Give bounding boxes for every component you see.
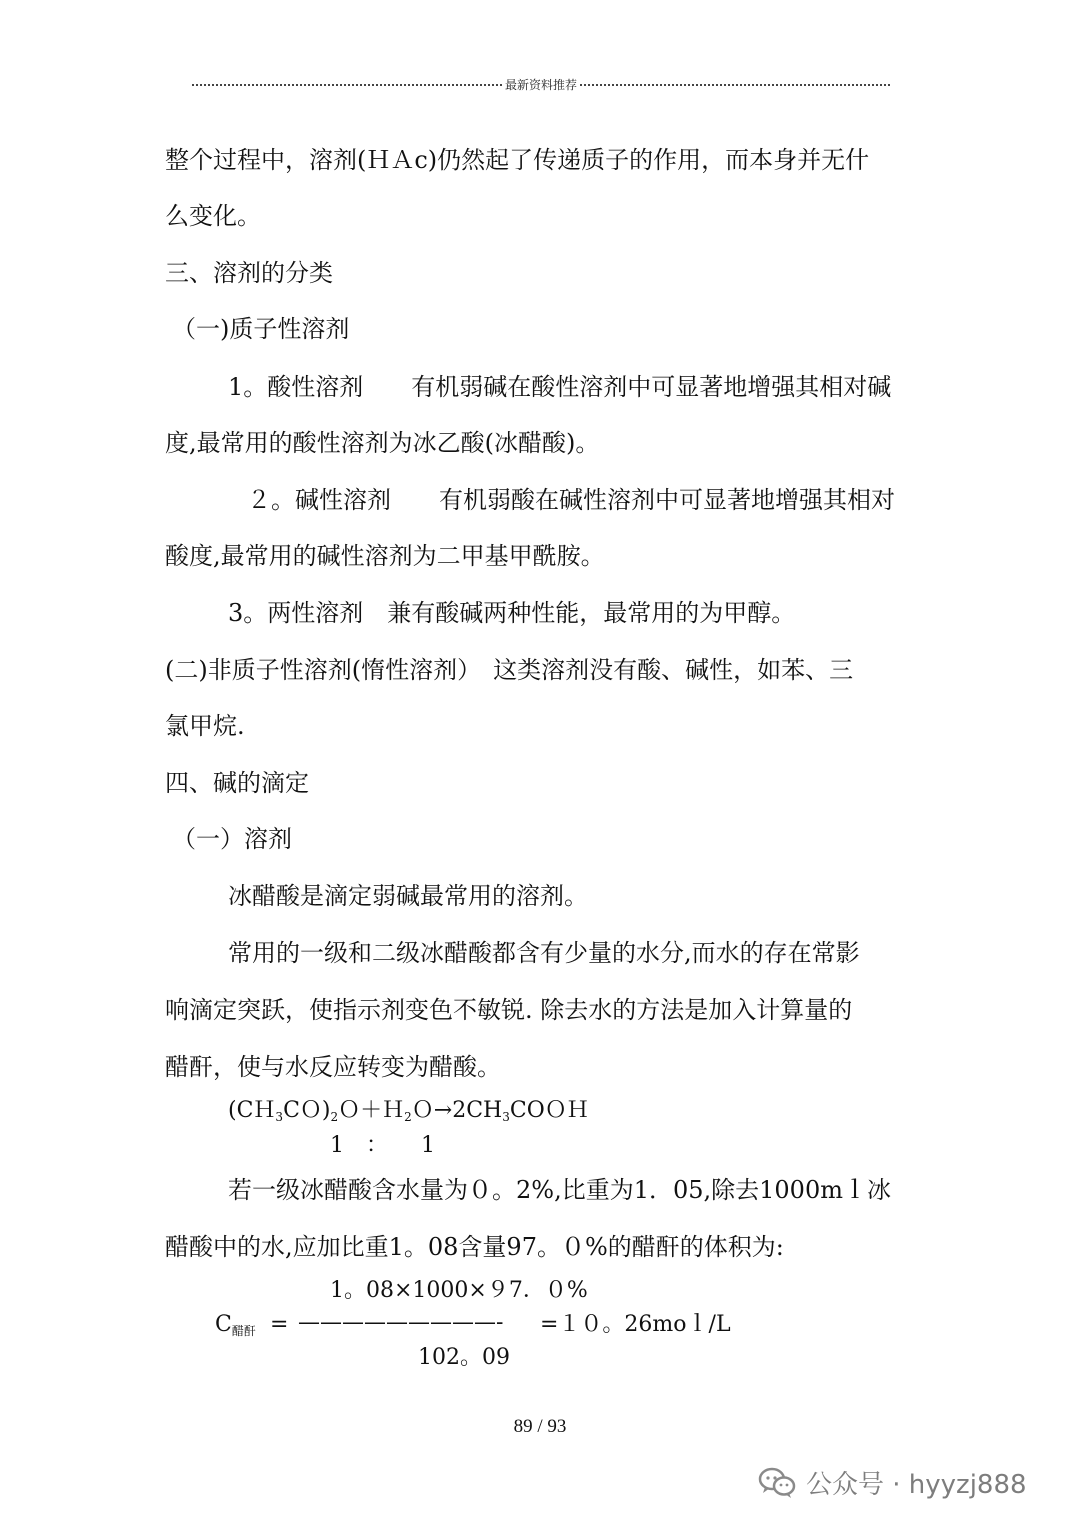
text-line: 度,最常用的酸性溶剂为冰乙酸(冰醋酸)。 (165, 429, 600, 457)
formula-equals: = (270, 1312, 289, 1337)
text-line: 么变化。 (165, 202, 261, 230)
subsection-heading: （一)质子性溶剂 (172, 315, 350, 343)
equation-ratio: 1 ： 1 (330, 1133, 435, 1158)
text-line: 1。酸性溶剂 有机弱碱在酸性溶剂中可显著地增强其相对碱 (228, 373, 892, 401)
chemical-equation: $(CH_3CO)_2O+H_2O\to 2CH_3COOH$ (228, 1098, 589, 1124)
text-line: 醋酐，使与水反应转变为醋酸。 (165, 1053, 501, 1081)
text-line: 常用的一级和二级冰醋酸都含有少量的水分,而水的存在常影 (228, 939, 860, 967)
watermark-text: 公众号 · hyyzj888 (806, 1470, 1027, 1500)
subsection-heading: （一）溶剂 (172, 825, 292, 853)
text-line: 整个过程中，溶剂(ＨＡc)仍然起了传递质子的作用，而本身并无什 (165, 146, 870, 174)
header-text: 最新资料推荐 (505, 78, 578, 92)
text-line: 醋酸中的水,应加比重1。08含量97。０%的醋酐的体积为: (165, 1233, 784, 1261)
text-line: ２。碱性溶剂 有机弱酸在碱性溶剂中可显著地增强其相对 (247, 486, 895, 514)
chat-bubbles-icon (758, 1466, 796, 1500)
watermark (758, 1464, 1027, 1501)
header-dots-right (580, 84, 890, 86)
text-line: 3。两性溶剂 兼有酸碱两种性能，最常用的为甲醇。 (228, 599, 796, 627)
page-number: 89 / 93 (513, 1416, 567, 1437)
header-dots-left (192, 84, 502, 86)
section-heading: 三、溶剂的分类 (165, 259, 333, 287)
text-line: 响滴定突跃，使指示剂变色不敏锐. 除去水的方法是加入计算量的 (165, 996, 853, 1024)
fraction-bar: —————————- (298, 1310, 504, 1335)
formula-numerator: 1。08×1000×９7．０% (330, 1278, 588, 1303)
formula-denominator: 102。09 (418, 1345, 510, 1370)
text-line: 冰醋酸是滴定弱碱最常用的溶剂。 (228, 882, 588, 910)
formula-lhs: $C_{醋酐}$ (215, 1312, 256, 1338)
section-heading: 四、碱的滴定 (165, 769, 309, 797)
formula-result: =１０。26moｌ/L (540, 1312, 731, 1337)
text-line: 酸度,最常用的碱性溶剂为二甲基甲酰胺。 (165, 542, 605, 570)
text-line: 氯甲烷. (165, 712, 245, 740)
text-line: (二)非质子性溶剂(惰性溶剂） 这类溶剂没有酸、碱性，如苯、三 (165, 656, 854, 684)
page-header (192, 76, 890, 93)
text-line: 若一级冰醋酸含水量为０。2%,比重为1．05,除去1000mｌ冰 (228, 1176, 891, 1204)
